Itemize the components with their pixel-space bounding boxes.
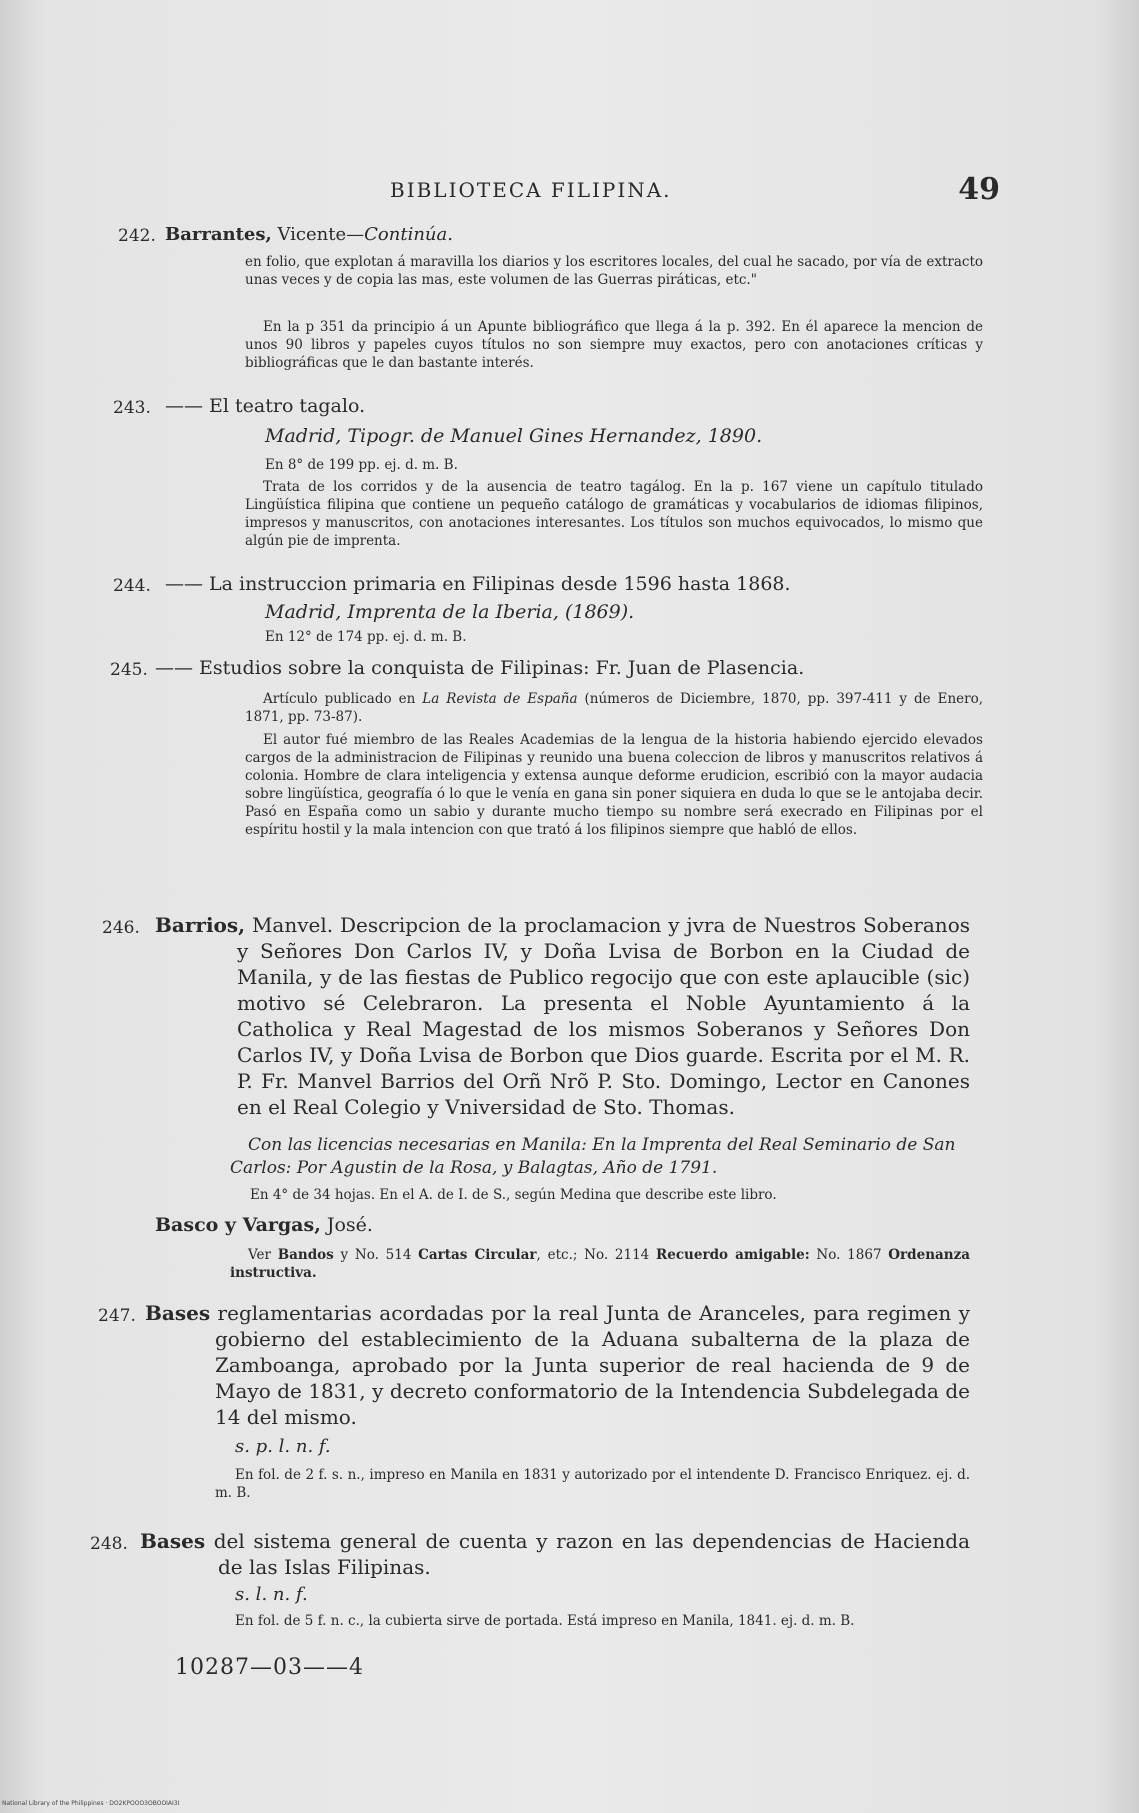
ref-text: y No. 514 bbox=[333, 1247, 419, 1263]
ref-text: , etc.; No. 2114 bbox=[536, 1247, 657, 1263]
entry-title-text: reglamentarias acordadas por la real Junta de Aranceles, para regimen y gobierno del establecimiento de la Aduana subalterna de la plaza de Zamboanga, aprobado por la Junta superior de real hacienda de 9 de Mayo de 1831, y decreto conformatorio de la Intendencia Subdelegada de 14 del mismo. bbox=[210, 1301, 970, 1429]
entry-imprint: Con las licencias necesarias en Manila: En la Imprenta del Real Seminario de San Carlos: Por Agustin de la Rosa, y Balagtas, Año de 1791. bbox=[230, 1135, 956, 1178]
continua-label: Continúa. bbox=[364, 224, 453, 245]
entry-note bbox=[245, 690, 983, 726]
entry-title: —— Estudios sobre la conquista de Filipinas: Fr. Juan de Plasencia. bbox=[155, 657, 805, 679]
entry-description: En 4° de 34 hojas. En el A. de I. de S., según Medina que describe este libro. bbox=[250, 1187, 777, 1203]
ref-text: No. 1867 bbox=[809, 1247, 889, 1263]
entry-imprint: Madrid, Tipogr. de Manuel Gines Hernandez, 1890. bbox=[265, 425, 763, 447]
entry-imprint: s. p. l. n. f. bbox=[235, 1436, 331, 1457]
entry-note: En la p 351 da principio á un Apunte bibliográfico que llega á la p. 392. En él aparece la mencion de unos 90 libros y papeles cuyos títulos no son siempre muy exactos, pero con anotaciones críticas y bibliográficas que le dan bastante interés. bbox=[245, 319, 983, 371]
periodical-title: La Revista de España bbox=[422, 691, 578, 707]
entry-description: En fol. de 2 f. s. n., impreso en Manila en 1831 y autorizado por el intendente D. Francisco Enriquez. ej. d. m. B. bbox=[215, 1467, 970, 1501]
entry-heading bbox=[165, 222, 453, 247]
entry-title: —— La instruccion primaria en Filipinas desde 1596 hasta 1868. bbox=[165, 573, 791, 595]
entry-number: 247. bbox=[98, 1306, 136, 1326]
entry-title-text: del sistema general de cuenta y razon en las dependencias de Hacienda de las Islas Filipinas. bbox=[205, 1529, 970, 1579]
author-name: Barrantes, bbox=[165, 224, 272, 245]
ref-title: Cartas Circular bbox=[418, 1247, 537, 1263]
entry-number: 243. bbox=[113, 398, 151, 418]
ref-title: Recuerdo amigable: bbox=[656, 1247, 810, 1263]
author-name: Barrios, bbox=[155, 913, 246, 937]
ref-text: Ver bbox=[248, 1247, 278, 1263]
entry-number: 246. bbox=[102, 918, 140, 938]
author-name: Basco y Vargas, bbox=[155, 1214, 321, 1236]
entry-imprint: s. l. n. f. bbox=[235, 1584, 308, 1605]
note-text: (números de Diciembre, 1870, pp. 397-411 y de Enero, 1871, pp. 73-87). bbox=[245, 691, 984, 725]
entry-number: 245. bbox=[110, 660, 148, 680]
entry-note: Trata de los corridos y de la ausencia de teatro tagálog. En la p. 167 viene un capítulo titulado Lingüística filipina que contiene un pequeño catálogo de gramáticas y vocabularios de idiomas filipinos, impresos y manuscritos, con anotaciones interesantes. Los títulos son muchos equivocados, lo mismo que algún pie de imprenta. bbox=[245, 479, 983, 549]
entry-note: El autor fué miembro de las Reales Academias de la lengua de la historia habiendo ejercido elevados cargos de la administracion de Filipinas y reunido una buena coleccion de libros y manuscritos relativos á colonia. Hombre de clara inteligencia y extensa aunque deforme erudicion, escribió con la mayor audacia sobre lingüística, geografía ó lo que le venía en gana sin poner siquiera en duda lo que se le antojaba decir. Pasó en España como un sabio y durante mucho tiempo su nombre será execrado en Filipinas por el espíritu hostil y la mala intencion con que trató á los filipinos siempre que habló de ellos. bbox=[245, 732, 983, 838]
entry-text bbox=[140, 1528, 970, 1580]
entry-description: En fol. de 5 f. n. c., la cubierta sirve de portada. Está impreso en Manila, 1841. ej. d. m. B. bbox=[235, 1613, 855, 1629]
entry-note: en folio, que explotan á maravilla los diarios y los escritores locales, del cual he sacado, por vía de extracto unas veces y de copia las mas, este volumen de las Guerras piráticas, etc." bbox=[245, 254, 983, 288]
note-text: Artículo publicado en bbox=[263, 691, 423, 707]
entry-number: 248. bbox=[90, 1534, 128, 1554]
entry-heading bbox=[155, 1213, 373, 1238]
entry-text bbox=[155, 912, 970, 1120]
scan-credit: National Library of the Philippines · DO2KPOOO3OBOOIAI3I bbox=[2, 1800, 180, 1807]
entry-number: 242. bbox=[118, 226, 156, 246]
entry-text bbox=[145, 1300, 970, 1430]
entry-title-text: Manvel. Descripcion de la proclamacion y jvra de Nuestros Soberanos y Señores Don Carlos IV, y Doña Lvisa de Borbon en la Ciudad de Manila, y de las fiestas de Publico regocijo que con este aplaucible (sic) motivo sé Celebraron. La presenta el Noble Ayuntamiento á la Catholica y Real Magestad de los mismos Soberanos y Señores Don Carlos IV, y Doña Lvisa de Borbon que Dios guarde. Escrita por el M. R. P. Fr. Manvel Barrios del Orñ Nrõ P. Sto. Domingo, Lector en Canones en el Real Colegio y Vniversidad de Sto. Thomas. bbox=[237, 913, 970, 1119]
ref-title: Bandos bbox=[277, 1247, 334, 1263]
ref-title: Ordenanza instructiva. bbox=[230, 1247, 970, 1281]
cross-reference bbox=[230, 1246, 970, 1282]
author-given-name: José. bbox=[320, 1214, 373, 1236]
author-name: Bases bbox=[140, 1529, 206, 1553]
entry-number: 244. bbox=[113, 576, 151, 596]
printer-signature: 10287—03——4 bbox=[175, 1655, 364, 1680]
entry-description: En 8° de 199 pp. ej. d. m. B. bbox=[265, 457, 458, 473]
entry-imprint: Madrid, Imprenta de la Iberia, (1869). bbox=[265, 601, 635, 623]
entry-description: En 12° de 174 pp. ej. d. m. B. bbox=[265, 629, 467, 645]
header-title: BIBLIOTECA FILIPINA. bbox=[390, 178, 672, 202]
entry-title: —— El teatro tagalo. bbox=[165, 395, 366, 417]
author-given-name: Vicente— bbox=[271, 224, 365, 245]
author-name: Bases bbox=[145, 1301, 211, 1325]
page-number: 49 bbox=[958, 172, 1000, 207]
